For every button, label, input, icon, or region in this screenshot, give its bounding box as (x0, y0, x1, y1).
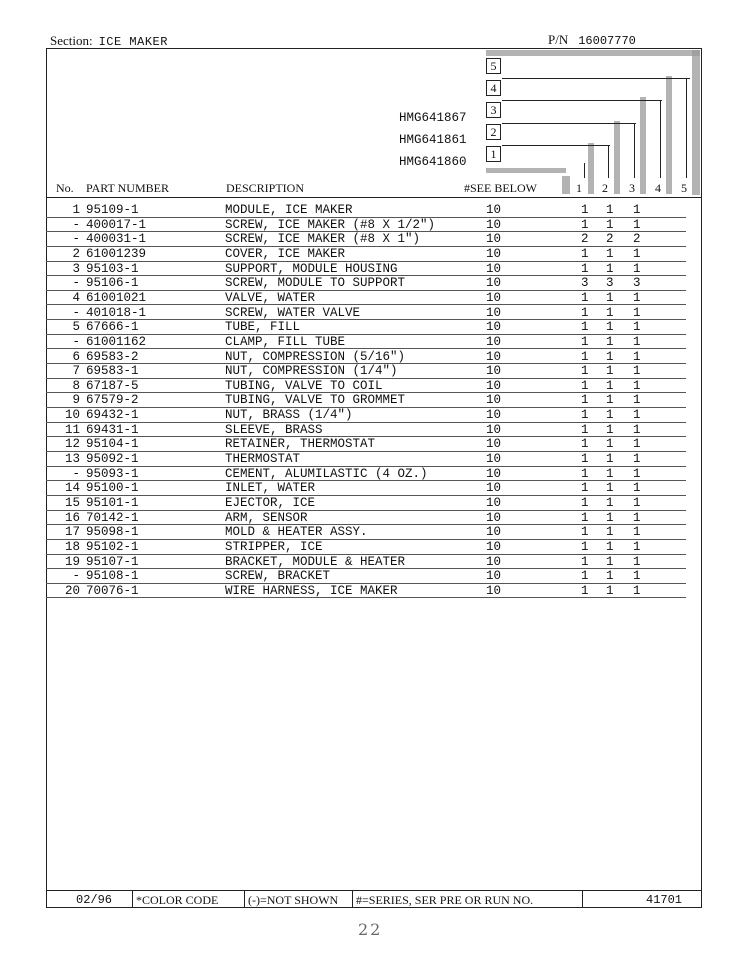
row-qty-series-1: 1 (581, 320, 589, 335)
row-part-number: 95107-1 (86, 554, 139, 569)
row-no: 5 (72, 320, 80, 335)
table-row (46, 276, 702, 291)
row-no: 3 (72, 261, 80, 276)
row-see-below: 10 (486, 305, 502, 320)
header-divider (46, 197, 702, 198)
row-qty-series-2: 1 (606, 569, 614, 584)
row-part-number: 95101-1 (86, 496, 139, 510)
row-part-number: 67187-5 (86, 378, 139, 393)
row-qty-series-3: 1 (633, 437, 641, 452)
row-see-below: 10 (486, 364, 502, 379)
row-no: 1 (72, 203, 80, 217)
col-header-part-number: PART NUMBER (86, 181, 169, 195)
row-qty-series-2: 1 (606, 203, 614, 217)
row-qty-series-3: 1 (633, 569, 641, 584)
row-see-below: 10 (486, 539, 502, 554)
row-see-below: 10 (486, 481, 502, 496)
row-see-below: 10 (486, 569, 502, 584)
stair-line-4 (502, 78, 690, 79)
row-description: RETAINER, THERMOSTAT (225, 437, 376, 452)
row-no: - (72, 466, 80, 481)
row-qty-series-2: 1 (606, 305, 614, 320)
row-description: NUT, COMPRESSION (5/16") (225, 349, 406, 364)
row-qty-series-2: 1 (606, 246, 614, 261)
row-see-below: 10 (486, 349, 502, 364)
row-description: SLEEVE, BRASS (225, 422, 323, 437)
row-qty-series-3: 1 (633, 217, 641, 232)
table-row (46, 452, 702, 467)
col-header-series-1: 1 (576, 181, 582, 195)
row-qty-series-1: 1 (581, 539, 589, 554)
row-part-number: 61001239 (86, 246, 147, 261)
row-description: TUBING, VALVE TO COIL (225, 378, 383, 393)
stair-line-3 (502, 100, 662, 101)
row-part-number: 70076-1 (86, 583, 139, 598)
row-no: 7 (72, 364, 80, 379)
stair-vline-5 (686, 78, 687, 178)
row-description: MOLD & HEATER ASSY. (225, 525, 368, 540)
row-part-number: 400017-1 (86, 217, 147, 232)
row-see-below: 10 (486, 437, 502, 452)
row-description: INLET, WATER (225, 481, 316, 496)
row-qty-series-3: 1 (633, 481, 641, 496)
table-row (46, 335, 702, 350)
row-qty-series-3: 1 (633, 466, 641, 481)
table-row (46, 555, 702, 570)
row-qty-series-1: 1 (581, 246, 589, 261)
footer-page-code: 41701 (646, 893, 683, 907)
row-no: 18 (64, 539, 80, 554)
row-description: THERMOSTAT (225, 452, 301, 467)
row-qty-series-2: 1 (606, 364, 614, 379)
row-qty-series-1: 1 (581, 554, 589, 569)
row-qty-series-1: 1 (581, 452, 589, 467)
footer-divider-4 (582, 890, 583, 908)
row-qty-series-1: 1 (581, 583, 589, 598)
col-header-series-3: 3 (629, 181, 635, 195)
row-qty-series-2: 1 (606, 481, 614, 496)
series-box-4: 4 (486, 80, 501, 96)
row-qty-series-2: 1 (606, 290, 614, 305)
section-value: ICE MAKER (98, 35, 168, 49)
row-no: - (72, 569, 80, 584)
row-qty-series-3: 1 (633, 203, 641, 217)
row-qty-series-3: 1 (633, 349, 641, 364)
row-part-number: 95098-1 (86, 525, 139, 540)
row-no: - (72, 305, 80, 320)
row-qty-series-2: 1 (606, 583, 614, 598)
row-qty-series-2: 1 (606, 378, 614, 393)
row-see-below: 10 (486, 261, 502, 276)
row-qty-series-3: 1 (633, 378, 641, 393)
row-qty-series-3: 1 (633, 539, 641, 554)
row-description: VALVE, WATER (225, 290, 316, 305)
row-no: 16 (64, 510, 80, 525)
row-see-below: 10 (486, 276, 502, 291)
section-title (50, 33, 168, 49)
table-row (46, 203, 702, 218)
row-see-below: 10 (486, 290, 502, 305)
table-row (46, 525, 702, 540)
model-number: HMG641861 (399, 133, 467, 147)
row-see-below: 10 (486, 320, 502, 335)
row-qty-series-3: 1 (633, 510, 641, 525)
row-no: 2 (72, 246, 80, 261)
footer-divider (46, 890, 702, 891)
row-part-number: 61001021 (86, 290, 147, 305)
row-part-number: 69583-2 (86, 349, 139, 364)
row-description: SCREW, WATER VALVE (225, 305, 361, 320)
row-description: MODULE, ICE MAKER (225, 203, 353, 217)
row-no: 13 (64, 452, 80, 467)
row-part-number: 95092-1 (86, 452, 139, 467)
row-qty-series-1: 1 (581, 305, 589, 320)
row-see-below: 10 (486, 246, 502, 261)
row-part-number: 95103-1 (86, 261, 139, 276)
row-no: 6 (72, 349, 80, 364)
row-description: SUPPORT, MODULE HOUSING (225, 261, 398, 276)
col-header-no: No. (56, 181, 74, 195)
series-shade-3 (640, 97, 646, 194)
row-qty-series-3: 2 (633, 232, 641, 247)
series-box-1: 1 (486, 146, 501, 162)
row-qty-series-2: 2 (606, 232, 614, 247)
row-no: 11 (64, 422, 80, 437)
series-box-5: 5 (486, 58, 501, 74)
table-row (46, 481, 702, 496)
row-see-below: 10 (486, 510, 502, 525)
row-see-below: 10 (486, 422, 502, 437)
row-qty-series-1: 1 (581, 290, 589, 305)
series-shade-2 (614, 121, 620, 194)
table-row (46, 511, 702, 526)
footer-divider-3 (352, 890, 353, 908)
row-description: SCREW, BRACKET (225, 569, 331, 584)
row-description: CLAMP, FILL TUBE (225, 334, 346, 349)
row-qty-series-3: 1 (633, 452, 641, 467)
row-qty-series-3: 1 (633, 290, 641, 305)
row-see-below: 10 (486, 408, 502, 423)
table-row (46, 320, 702, 335)
row-see-below: 10 (486, 583, 502, 598)
stair-vline-2 (608, 145, 609, 178)
row-see-below: 10 (486, 334, 502, 349)
table-row (46, 496, 702, 511)
row-qty-series-1: 2 (581, 232, 589, 247)
row-qty-series-2: 1 (606, 349, 614, 364)
table-row (46, 350, 702, 365)
table-row (46, 437, 702, 452)
row-no: 17 (64, 525, 80, 540)
row-qty-series-1: 1 (581, 569, 589, 584)
row-qty-series-1: 1 (581, 408, 589, 423)
row-no: - (72, 232, 80, 247)
row-qty-series-1: 1 (581, 217, 589, 232)
row-qty-series-3: 1 (633, 422, 641, 437)
table-row (46, 423, 702, 438)
series-shade-base (486, 168, 566, 173)
table-row (46, 306, 702, 321)
footer-divider-2 (244, 890, 245, 908)
row-qty-series-3: 1 (633, 408, 641, 423)
row-description: EJECTOR, ICE (225, 496, 316, 510)
footer-divider-1 (132, 890, 133, 908)
row-part-number: 95100-1 (86, 481, 139, 496)
row-see-below: 10 (486, 525, 502, 540)
row-qty-series-2: 1 (606, 452, 614, 467)
row-no: 19 (64, 554, 80, 569)
row-qty-series-2: 1 (606, 554, 614, 569)
row-part-number: 95102-1 (86, 539, 139, 554)
row-qty-series-2: 1 (606, 437, 614, 452)
row-part-number: 95106-1 (86, 276, 139, 291)
row-qty-series-2: 1 (606, 466, 614, 481)
series-shade-5 (692, 50, 700, 195)
row-qty-series-2: 1 (606, 422, 614, 437)
row-description: COVER, ICE MAKER (225, 246, 346, 261)
row-qty-series-2: 1 (606, 393, 614, 408)
row-part-number: 95104-1 (86, 437, 139, 452)
row-qty-series-3: 1 (633, 305, 641, 320)
handwritten-page-number: 22 (358, 920, 383, 939)
row-qty-series-1: 1 (581, 349, 589, 364)
row-qty-series-1: 1 (581, 203, 589, 217)
footer-series-note: #=SERIES, SER PRE OR RUN NO. (356, 893, 534, 907)
row-qty-series-3: 1 (633, 246, 641, 261)
table-row (46, 262, 702, 277)
row-part-number: 67579-2 (86, 393, 139, 408)
col-header-description: DESCRIPTION (226, 181, 305, 195)
row-qty-series-3: 3 (633, 276, 641, 291)
row-qty-series-2: 1 (606, 261, 614, 276)
row-qty-series-2: 1 (606, 525, 614, 540)
col-header-see-below: #SEE BELOW (464, 181, 537, 195)
stair-line-2 (502, 123, 636, 124)
table-row (46, 584, 702, 599)
row-qty-series-3: 1 (633, 364, 641, 379)
row-part-number: 401018-1 (86, 305, 147, 320)
table-row (46, 467, 702, 482)
model-number: HMG641867 (399, 111, 467, 125)
row-no: 20 (64, 583, 80, 598)
row-no: - (72, 276, 80, 291)
row-see-below: 10 (486, 217, 502, 232)
row-see-below: 10 (486, 232, 502, 247)
row-description: SCREW, ICE MAKER (#8 X 1/2") (225, 217, 436, 232)
part-number-header (548, 32, 636, 48)
table-row (46, 393, 702, 408)
row-see-below: 10 (486, 496, 502, 510)
col-header-series-2: 2 (602, 181, 608, 195)
row-qty-series-1: 1 (581, 334, 589, 349)
row-qty-series-2: 3 (606, 276, 614, 291)
row-qty-series-1: 1 (581, 261, 589, 276)
row-part-number: 95093-1 (86, 466, 139, 481)
row-description: WIRE HARNESS, ICE MAKER (225, 583, 398, 598)
row-see-below: 10 (486, 554, 502, 569)
stair-vline-3 (634, 123, 635, 178)
row-qty-series-2: 1 (606, 320, 614, 335)
row-no: 14 (64, 481, 80, 496)
series-shade-1 (588, 143, 594, 194)
table-row (46, 247, 702, 262)
row-description: TUBING, VALVE TO GROMMET (225, 393, 406, 408)
row-description: TUBE, FILL (225, 320, 301, 335)
row-see-below: 10 (486, 452, 502, 467)
footer-date: 02/96 (76, 893, 113, 907)
table-row (46, 569, 702, 584)
row-description: BRACKET, MODULE & HEATER (225, 554, 406, 569)
row-see-below: 10 (486, 466, 502, 481)
pn-label: P/N (548, 32, 569, 47)
stair-vline-4 (660, 100, 661, 178)
row-no: 8 (72, 378, 80, 393)
row-qty-series-2: 1 (606, 408, 614, 423)
row-qty-series-1: 1 (581, 437, 589, 452)
row-qty-series-1: 1 (581, 481, 589, 496)
row-part-number: 69431-1 (86, 422, 139, 437)
col-header-series-4: 4 (655, 181, 661, 195)
row-no: 15 (64, 496, 80, 510)
row-qty-series-2: 1 (606, 510, 614, 525)
row-qty-series-1: 1 (581, 466, 589, 481)
stair-line-1 (502, 145, 610, 146)
row-part-number: 95108-1 (86, 569, 139, 584)
row-qty-series-3: 1 (633, 583, 641, 598)
row-qty-series-1: 1 (581, 525, 589, 540)
row-part-number: 61001162 (86, 334, 147, 349)
table-row (46, 408, 702, 423)
row-no: - (72, 334, 80, 349)
row-description: STRIPPER, ICE (225, 539, 323, 554)
row-description: SCREW, MODULE TO SUPPORT (225, 276, 406, 291)
row-qty-series-2: 1 (606, 539, 614, 554)
row-part-number: 67666-1 (86, 320, 139, 335)
row-qty-series-3: 1 (633, 261, 641, 276)
series-shade-4 (666, 76, 672, 194)
row-qty-series-3: 1 (633, 525, 641, 540)
row-description: CEMENT, ALUMILASTIC (4 OZ.) (225, 466, 428, 481)
row-see-below: 10 (486, 393, 502, 408)
row-qty-series-2: 1 (606, 334, 614, 349)
row-part-number: 95109-1 (86, 203, 139, 217)
table-row (46, 364, 702, 379)
footer-not-shown: (-)=NOT SHOWN (248, 893, 339, 907)
row-part-number: 69583-1 (86, 364, 139, 379)
row-no: 9 (72, 393, 80, 408)
row-part-number: 69432-1 (86, 408, 139, 423)
row-see-below: 10 (486, 203, 502, 217)
row-qty-series-3: 1 (633, 320, 641, 335)
series-box-2: 2 (486, 124, 501, 140)
table-row (46, 379, 702, 394)
row-qty-series-3: 1 (633, 334, 641, 349)
row-no: 10 (64, 408, 80, 423)
col-header-series-5: 5 (681, 181, 687, 195)
row-no: 12 (64, 437, 80, 452)
row-qty-series-2: 1 (606, 217, 614, 232)
row-qty-series-1: 1 (581, 378, 589, 393)
row-description: SCREW, ICE MAKER (#8 X 1") (225, 232, 421, 247)
model-number: HMG641860 (399, 155, 467, 169)
table-row (46, 218, 702, 233)
row-qty-series-3: 1 (633, 554, 641, 569)
row-qty-series-1: 1 (581, 496, 589, 510)
series-shade-mark (562, 176, 570, 194)
row-qty-series-1: 3 (581, 276, 589, 291)
stair-vline-1 (584, 163, 585, 178)
row-qty-series-1: 1 (581, 393, 589, 408)
table-row (46, 232, 702, 247)
row-part-number: 70142-1 (86, 510, 139, 525)
row-underline (46, 597, 686, 598)
series-box-3: 3 (486, 102, 501, 118)
row-no: 4 (72, 290, 80, 305)
row-qty-series-3: 1 (633, 496, 641, 510)
row-see-below: 10 (486, 378, 502, 393)
table-row (46, 540, 702, 555)
pn-value: 16007770 (578, 34, 636, 48)
table-row (46, 291, 702, 306)
series-shade-top (486, 50, 700, 56)
row-qty-series-1: 1 (581, 364, 589, 379)
row-no: - (72, 217, 80, 232)
section-label: Section: (50, 33, 93, 48)
row-qty-series-1: 1 (581, 510, 589, 525)
row-qty-series-2: 1 (606, 496, 614, 510)
row-qty-series-3: 1 (633, 393, 641, 408)
row-qty-series-1: 1 (581, 422, 589, 437)
footer-color-code: *COLOR CODE (136, 893, 219, 907)
row-description: ARM, SENSOR (225, 510, 308, 525)
row-part-number: 400031-1 (86, 232, 147, 247)
row-description: NUT, COMPRESSION (1/4") (225, 364, 398, 379)
row-description: NUT, BRASS (1/4") (225, 408, 353, 423)
